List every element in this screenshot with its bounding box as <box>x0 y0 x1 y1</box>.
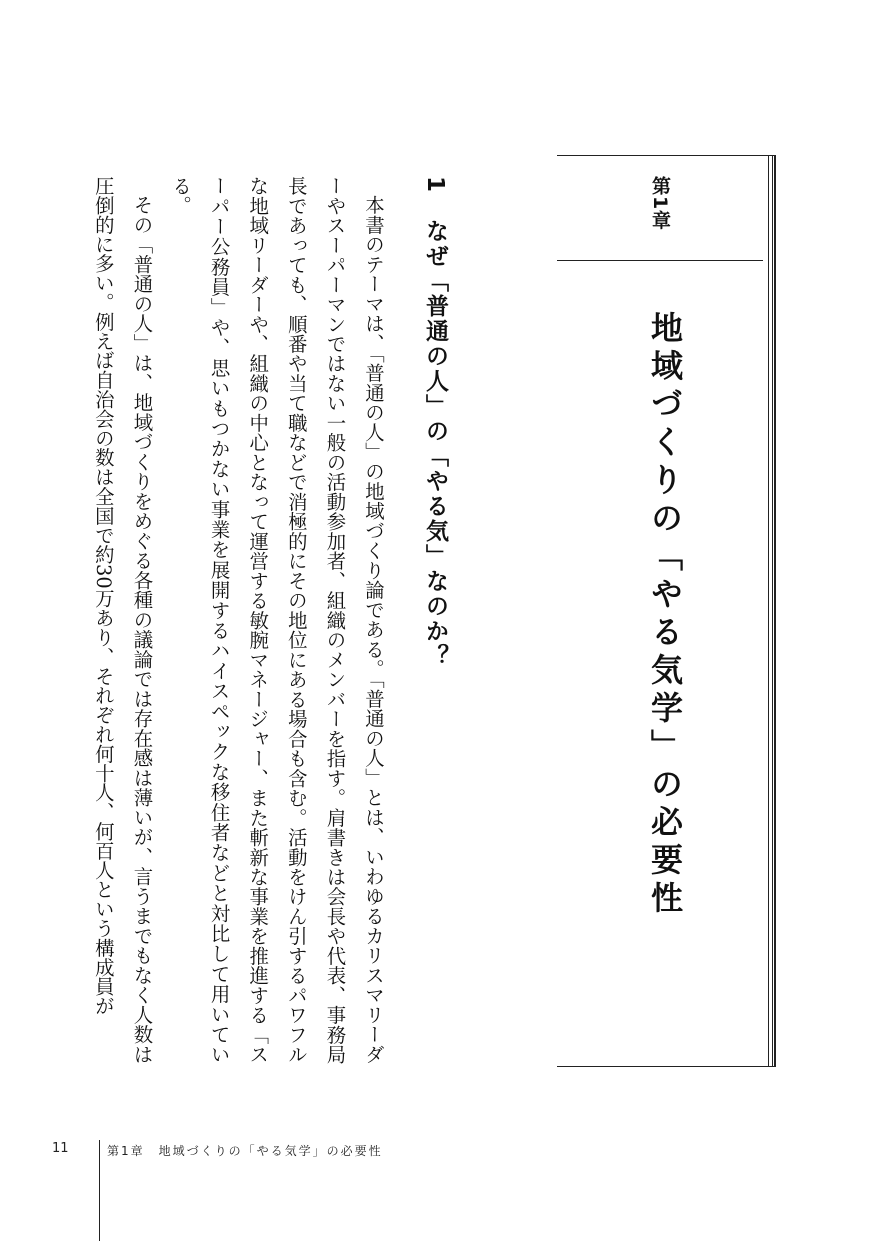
body-paragraph: 本書のテーマは、「普通の人」の地域づくり論である。「普通の人」とは、いわゆるカリスマリーダーやスーパーマンではない一般の活動参加者、組織のメンバーを指す。肩書きは会長や代表、事務局長であっても、順番や当て職などで消極的にその地位にある場合も含む。活動をけん引するパワフルな地域リーダーや、組織の中心となって運営する敏腕マネージャー、また斬新な事業を推進する「スーパー公務員」や、思いもつかない事業を展開するハイスペックな移住者などと対比して用いている。 <box>169 176 385 1064</box>
box-rule <box>772 155 773 1067</box>
chapter-label: 第1章 <box>649 176 671 231</box>
box-rule <box>774 155 776 1067</box>
box-rule <box>768 155 769 1067</box>
body-text <box>91 176 392 1064</box>
chapter-title-box <box>557 155 775 1067</box>
chapter-title: 地域づくりの「やる気学」の必要性 <box>646 311 684 919</box>
body-paragraph: その「普通の人」は、地域づくりをめぐる各種の議論では存在感は薄いが、言うまでもなく人数は圧倒的に多い。例えば自治会の数は全国で約30万あり、それぞれ何十人、何百人という構成員が <box>91 176 154 1064</box>
page-number: 11 <box>52 1141 69 1156</box>
footer-divider <box>99 1140 100 1241</box>
section-heading: 1 なぜ「普通の人」の「やる気」なのか？ <box>422 176 448 670</box>
running-head: 第1章 地域づくりの「やる気学」の必要性 <box>107 1144 383 1158</box>
chapter-label-cell <box>557 156 763 261</box>
